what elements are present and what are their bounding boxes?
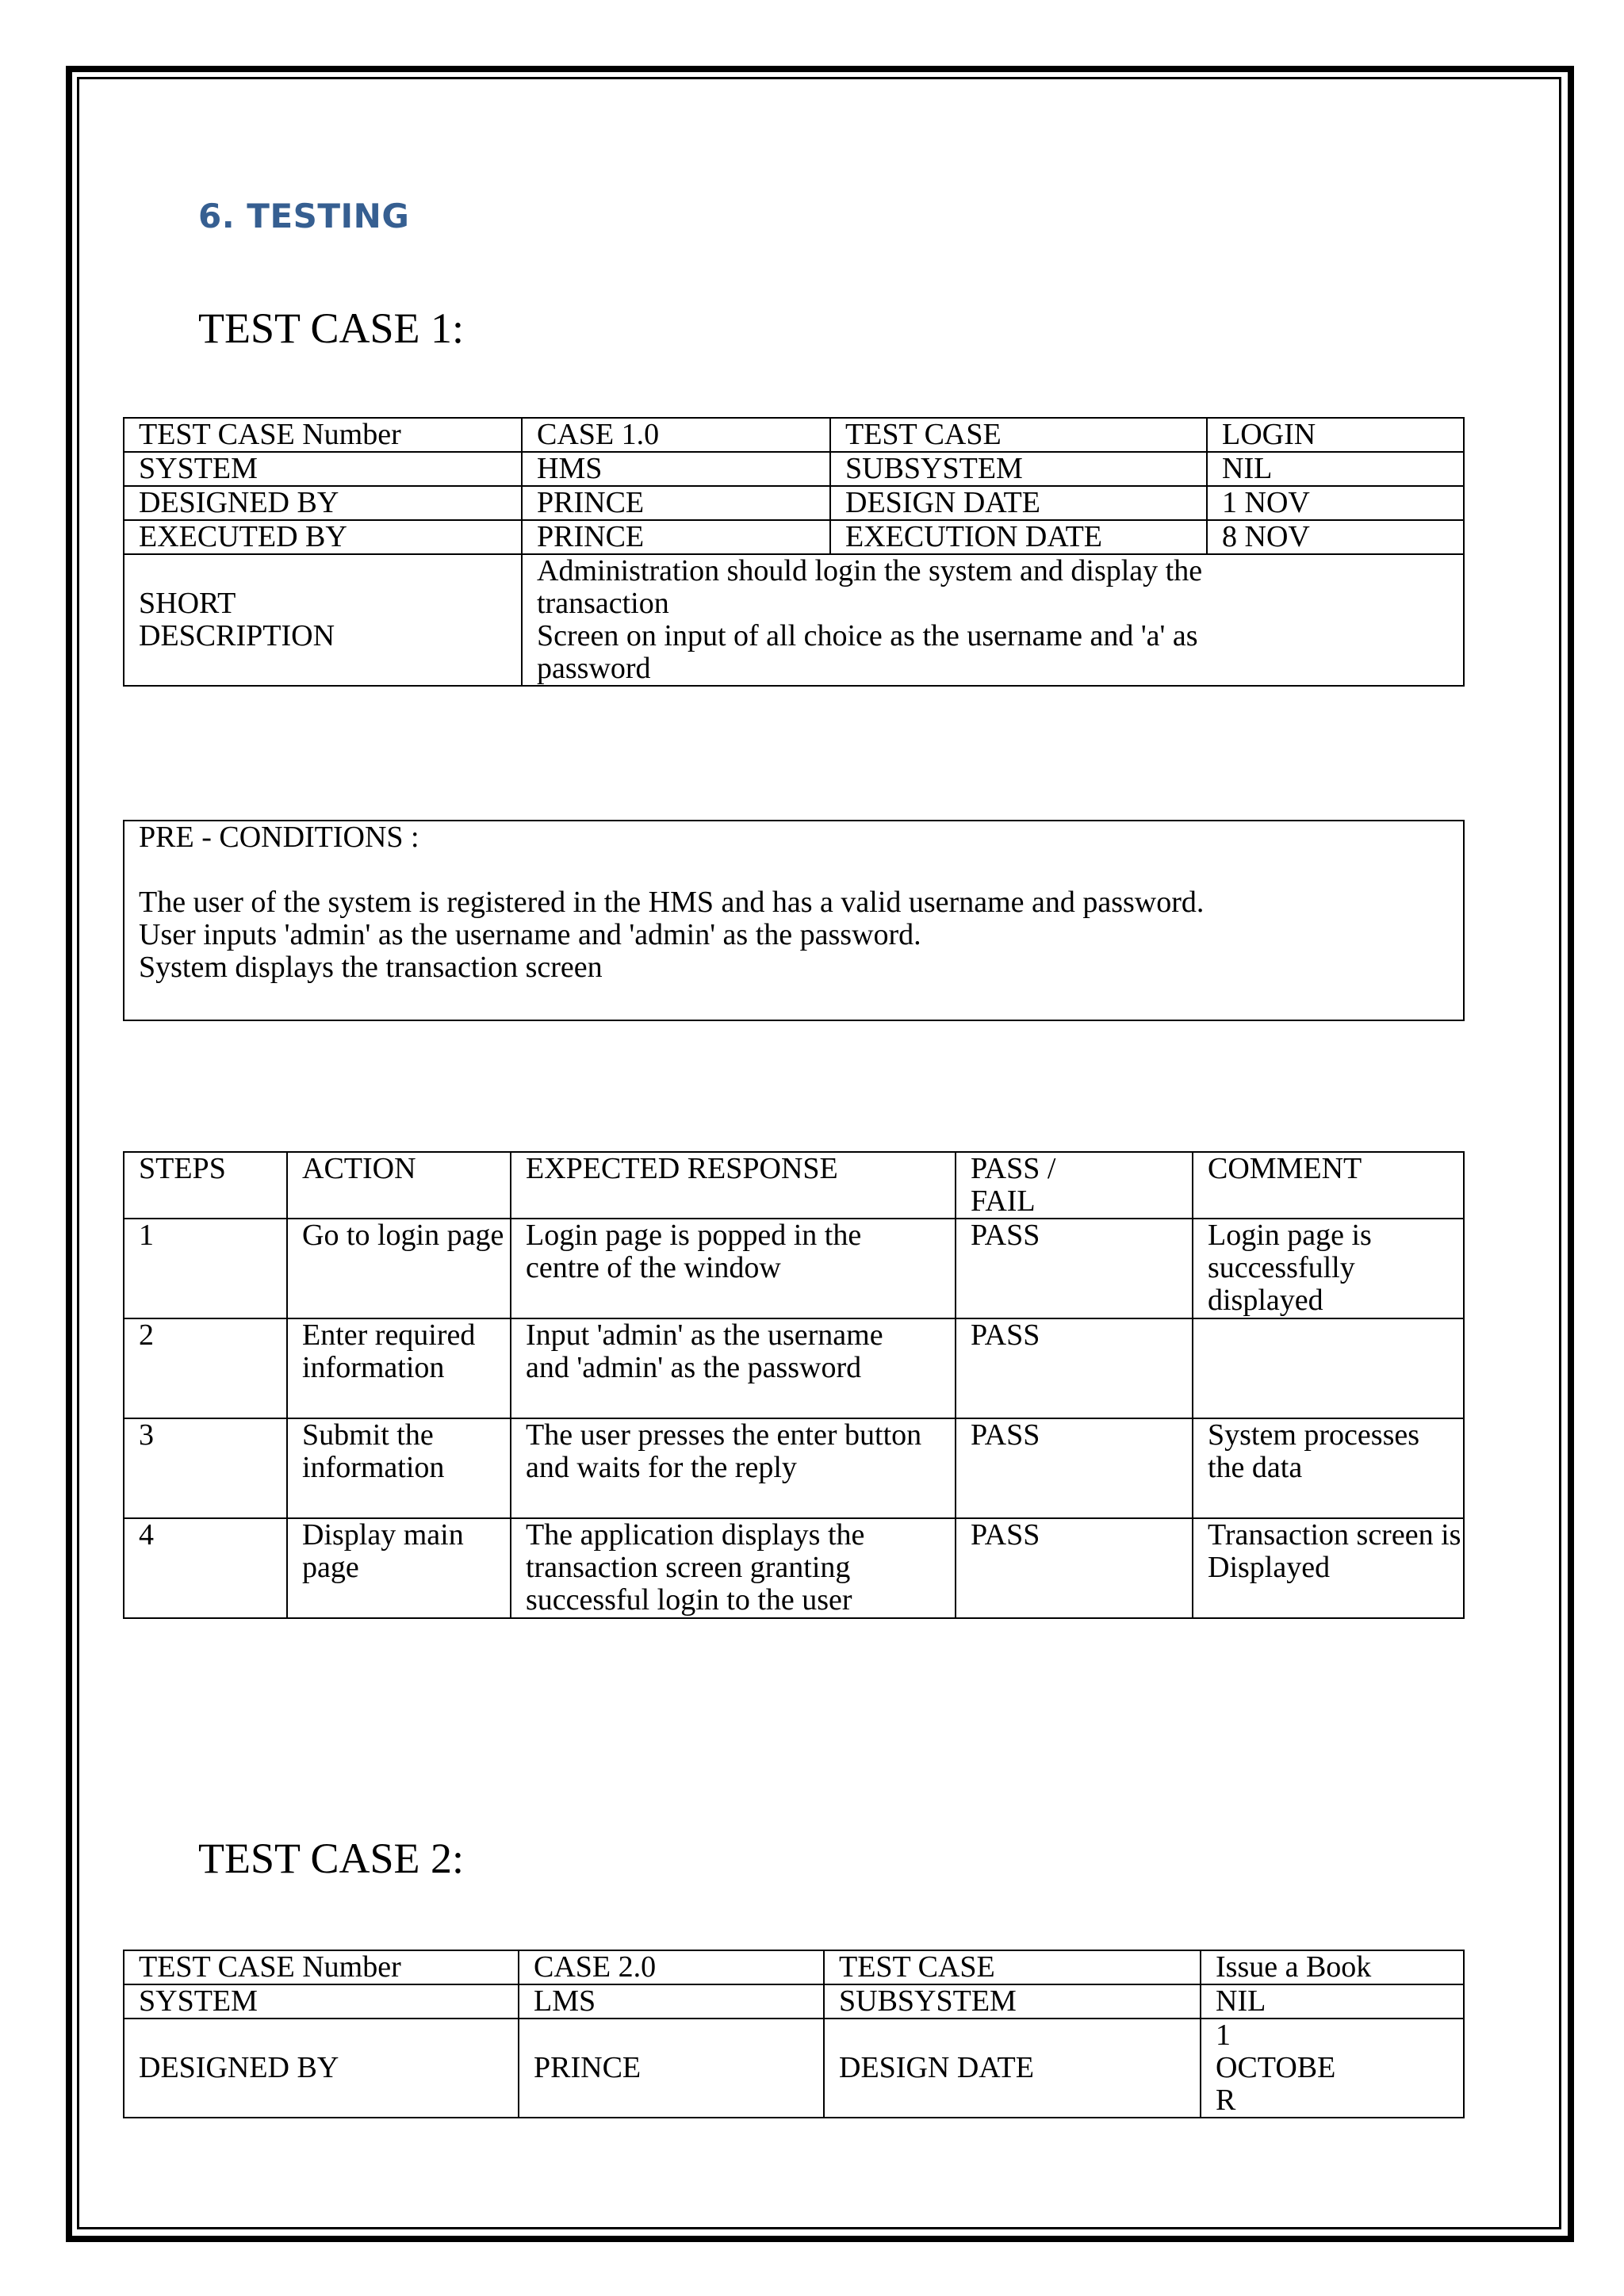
pre-condition-line: System displays the transaction screen xyxy=(139,951,603,984)
info-cell: DESIGNED BY xyxy=(124,2019,519,2118)
info-cell: TEST CASE Number xyxy=(124,1950,519,1984)
info-row xyxy=(124,486,1464,520)
pre-conditions-box xyxy=(123,820,1465,1021)
info-cell: PRINCE xyxy=(519,2019,824,2118)
step-result: PASS xyxy=(956,1418,1193,1518)
step-action: Go to login page xyxy=(287,1219,511,1318)
test-case-2-info-table xyxy=(123,1950,1465,2118)
test-case-1-info-table xyxy=(123,417,1465,687)
short-description-label xyxy=(124,554,522,686)
table-row xyxy=(124,1318,1464,1418)
step-comment xyxy=(1193,1318,1464,1418)
info-row xyxy=(124,1950,1464,1984)
test-steps-table xyxy=(123,1151,1465,1619)
info-cell: 1 OCTOBER xyxy=(1201,2019,1464,2118)
short-description-text xyxy=(522,554,1464,686)
short-description-label-line: SHORT xyxy=(139,587,236,620)
step-result: PASS xyxy=(956,1518,1193,1618)
short-description-row xyxy=(124,554,1464,686)
table-row xyxy=(124,1518,1464,1618)
info-cell: Issue a Book xyxy=(1201,1950,1464,1984)
description-line: Screen on input of all choice as the username and 'a' as xyxy=(537,619,1198,652)
section-title: 6. TESTING xyxy=(198,197,410,235)
step-action: Enter required information xyxy=(287,1318,511,1418)
info-cell: CASE 1.0 xyxy=(522,418,830,452)
info-cell: SUBSYSTEM xyxy=(830,452,1207,486)
step-expected-response: The application displays the transaction screen granting successful login to the user xyxy=(511,1518,956,1618)
step-number: 3 xyxy=(124,1418,287,1518)
step-number: 4 xyxy=(124,1518,287,1618)
description-line: Administration should login the system and display the xyxy=(537,554,1203,587)
pre-condition-line: User inputs 'admin' as the username and 'admin' as the password. xyxy=(139,918,921,951)
test-case-1-heading: TEST CASE 1: xyxy=(198,304,465,352)
info-row xyxy=(124,1984,1464,2019)
info-cell: CASE 2.0 xyxy=(519,1950,824,1984)
info-cell: LOGIN xyxy=(1207,418,1464,452)
step-result: PASS xyxy=(956,1318,1193,1418)
info-row xyxy=(124,452,1464,486)
step-expected-response: The user presses the enter button and waits for the reply xyxy=(511,1418,956,1518)
step-expected-response: Input 'admin' as the username and 'admin' as the password xyxy=(511,1318,956,1418)
info-row xyxy=(124,520,1464,554)
step-comment: Transaction screen is Displayed xyxy=(1193,1518,1464,1618)
description-line: transaction xyxy=(537,587,669,620)
info-cell: TEST CASE Number xyxy=(124,418,522,452)
steps-header-row xyxy=(124,1152,1464,1219)
table-row xyxy=(124,1418,1464,1518)
info-cell: TEST CASE xyxy=(824,1950,1201,1984)
step-number: 1 xyxy=(124,1219,287,1318)
short-description-label-line: DESCRIPTION xyxy=(139,619,335,652)
info-cell: SYSTEM xyxy=(124,1984,519,2019)
info-cell: 8 NOV xyxy=(1207,520,1464,554)
info-cell: DESIGN DATE xyxy=(830,486,1207,520)
info-cell: DESIGN DATE xyxy=(824,2019,1201,2118)
step-number: 2 xyxy=(124,1318,287,1418)
column-header: STEPS xyxy=(124,1152,287,1219)
info-row xyxy=(124,2019,1464,2118)
info-cell: HMS xyxy=(522,452,830,486)
step-action: Submit the information xyxy=(287,1418,511,1518)
info-cell: SUBSYSTEM xyxy=(824,1984,1201,2019)
pre-conditions-title: PRE - CONDITIONS : xyxy=(139,821,419,854)
info-cell: PRINCE xyxy=(522,520,830,554)
info-cell: EXECUTION DATE xyxy=(830,520,1207,554)
info-cell: NIL xyxy=(1207,452,1464,486)
info-cell: EXECUTED BY xyxy=(124,520,522,554)
test-case-2-heading: TEST CASE 2: xyxy=(198,1835,465,1882)
info-row xyxy=(124,418,1464,452)
description-line: password xyxy=(537,652,651,685)
step-action: Display main page xyxy=(287,1518,511,1618)
info-cell: TEST CASE xyxy=(830,418,1207,452)
info-cell: 1 NOV xyxy=(1207,486,1464,520)
step-comment: System processes the data xyxy=(1193,1418,1464,1518)
column-header: PASS / FAIL xyxy=(956,1152,1193,1219)
table-row xyxy=(124,1219,1464,1318)
column-header: EXPECTED RESPONSE xyxy=(511,1152,956,1219)
column-header: COMMENT xyxy=(1193,1152,1464,1219)
column-header: ACTION xyxy=(287,1152,511,1219)
info-cell: NIL xyxy=(1201,1984,1464,2019)
step-comment: Login page is successfully displayed xyxy=(1193,1219,1464,1318)
pre-condition-line: The user of the system is registered in the HMS and has a valid username and password. xyxy=(139,886,1205,919)
info-cell: SYSTEM xyxy=(124,452,522,486)
info-cell: DESIGNED BY xyxy=(124,486,522,520)
info-cell: LMS xyxy=(519,1984,824,2019)
step-result: PASS xyxy=(956,1219,1193,1318)
step-expected-response: Login page is popped in the centre of the window xyxy=(511,1219,956,1318)
info-cell: PRINCE xyxy=(522,486,830,520)
